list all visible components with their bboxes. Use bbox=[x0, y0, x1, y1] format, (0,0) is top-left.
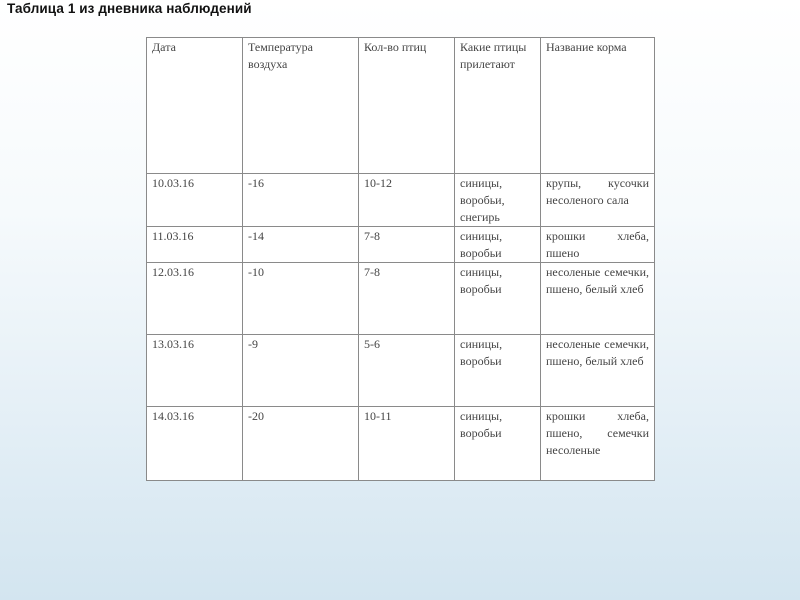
cell-temperature: -20 bbox=[243, 407, 359, 481]
cell-bird-types: синицы, воробьи, снегирь bbox=[455, 174, 541, 227]
cell-date: 13.03.16 bbox=[147, 335, 243, 407]
table-row bbox=[147, 174, 655, 227]
header-feed-name: Название корма bbox=[541, 38, 655, 174]
cell-date: 12.03.16 bbox=[147, 263, 243, 335]
header-date: Дата bbox=[147, 38, 243, 174]
cell-bird-types: синицы, воробьи bbox=[455, 227, 541, 263]
cell-feed-name: несоленые семечки, пшено, белый хлеб bbox=[541, 335, 655, 407]
cell-bird-types: синицы, воробьи bbox=[455, 335, 541, 407]
cell-feed-name: крупы, кусочки несоленого сала bbox=[541, 174, 655, 227]
cell-temperature: -9 bbox=[243, 335, 359, 407]
cell-temperature: -14 bbox=[243, 227, 359, 263]
table-header-row bbox=[147, 38, 655, 174]
cell-bird-types: синицы, воробьи bbox=[455, 407, 541, 481]
cell-bird-count: 5-6 bbox=[359, 335, 455, 407]
cell-bird-types: синицы, воробьи bbox=[455, 263, 541, 335]
cell-bird-count: 7-8 bbox=[359, 263, 455, 335]
cell-date: 14.03.16 bbox=[147, 407, 243, 481]
cell-bird-count: 10-11 bbox=[359, 407, 455, 481]
cell-bird-count: 7-8 bbox=[359, 227, 455, 263]
page-title: Таблица 1 из дневника наблюдений bbox=[7, 1, 252, 16]
cell-feed-name: несоленые семечки, пшено, белый хлеб bbox=[541, 263, 655, 335]
table-row bbox=[147, 335, 655, 407]
table-row bbox=[147, 407, 655, 481]
observation-table bbox=[146, 37, 655, 481]
table-row bbox=[147, 263, 655, 335]
header-bird-types: Какие птицы прилетают bbox=[455, 38, 541, 174]
cell-feed-name: крошки хлеба, пшено, семечки несоленые bbox=[541, 407, 655, 481]
cell-bird-count: 10-12 bbox=[359, 174, 455, 227]
cell-date: 10.03.16 bbox=[147, 174, 243, 227]
cell-date: 11.03.16 bbox=[147, 227, 243, 263]
table-row bbox=[147, 227, 655, 263]
cell-temperature: -16 bbox=[243, 174, 359, 227]
cell-temperature: -10 bbox=[243, 263, 359, 335]
header-temperature: Температура воздуха bbox=[243, 38, 359, 174]
header-bird-count: Кол-во птиц bbox=[359, 38, 455, 174]
cell-feed-name: крошки хлеба, пшено bbox=[541, 227, 655, 263]
